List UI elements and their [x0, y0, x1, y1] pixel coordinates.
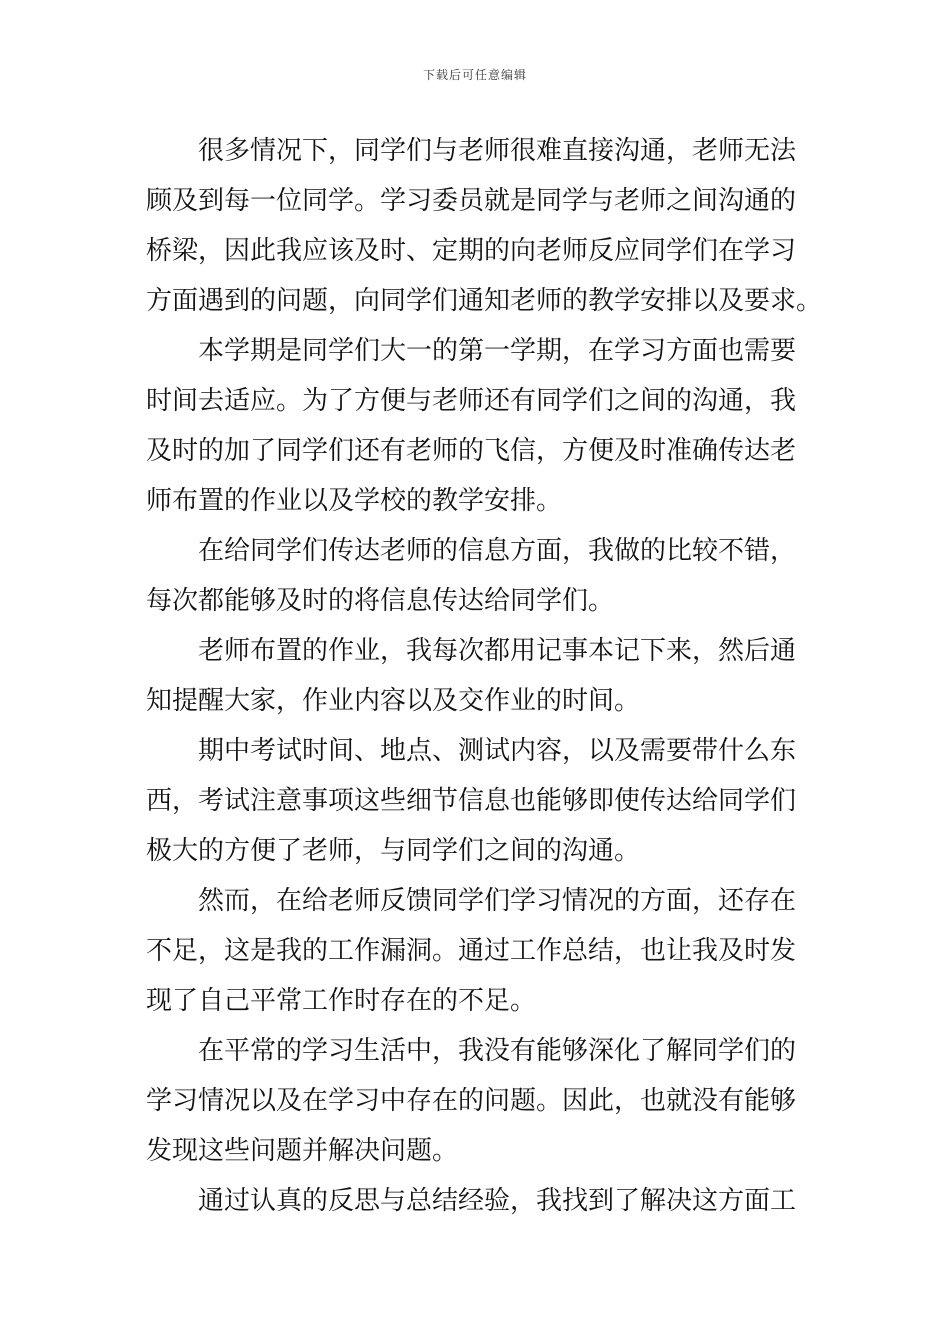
header-note: 下载后可任意编辑	[422, 68, 527, 82]
text-line: 知提醒大家，作业内容以及交作业的时间。	[146, 686, 641, 716]
text-line: 方面遇到的问题，向同学们通知老师的教学安排以及要求。	[146, 286, 823, 316]
text-line: 本学期是同学们大一的第一学期，在学习方面也需要	[198, 336, 797, 366]
text-line: 极大的方便了老师，与同学们之间的沟通。	[146, 836, 641, 866]
text-line: 在给同学们传达老师的信息方面，我做的比较不错，	[198, 536, 797, 566]
text-line: 通过认真的反思与总结经验，我找到了解决这方面工	[198, 1186, 797, 1216]
text-line: 在平常的学习生活中，我没有能够深化了解同学们的	[198, 1036, 797, 1066]
text-line: 老师布置的作业，我每次都用记事本记下来，然后通	[198, 636, 797, 666]
text-line: 顾及到每一位同学。学习委员就是同学与老师之间沟通的	[146, 186, 797, 216]
text-line: 学习情况以及在学习中存在的问题。因此，也就没有能够	[146, 1086, 797, 1116]
text-line: 时间去适应。为了方便与老师还有同学们之间的沟通，我	[146, 386, 797, 416]
text-line: 桥梁，因此我应该及时、定期的向老师反应同学们在学习	[146, 236, 797, 266]
text-line: 期中考试时间、地点、测试内容，以及需要带什么东	[198, 736, 797, 766]
text-line: 师布置的作业以及学校的教学安排。	[146, 486, 563, 516]
text-line: 不足，这是我的工作漏洞。通过工作总结，也让我及时发	[146, 936, 797, 966]
text-line: 很多情况下，同学们与老师很难直接沟通，老师无法	[198, 136, 797, 166]
body-text	[146, 126, 823, 1226]
text-line: 现了自己平常工作时存在的不足。	[146, 986, 537, 1016]
text-line: 西，考试注意事项这些细节信息也能够即使传达给同学们	[146, 786, 797, 816]
text-line: 及时的加了同学们还有老师的飞信，方便及时准确传达老	[146, 436, 797, 466]
text-line: 发现这些问题并解决问题。	[146, 1136, 459, 1166]
text-line: 然而，在给老师反馈同学们学习情况的方面，还存在	[198, 886, 797, 916]
text-line: 每次都能够及时的将信息传达给同学们。	[146, 586, 615, 616]
